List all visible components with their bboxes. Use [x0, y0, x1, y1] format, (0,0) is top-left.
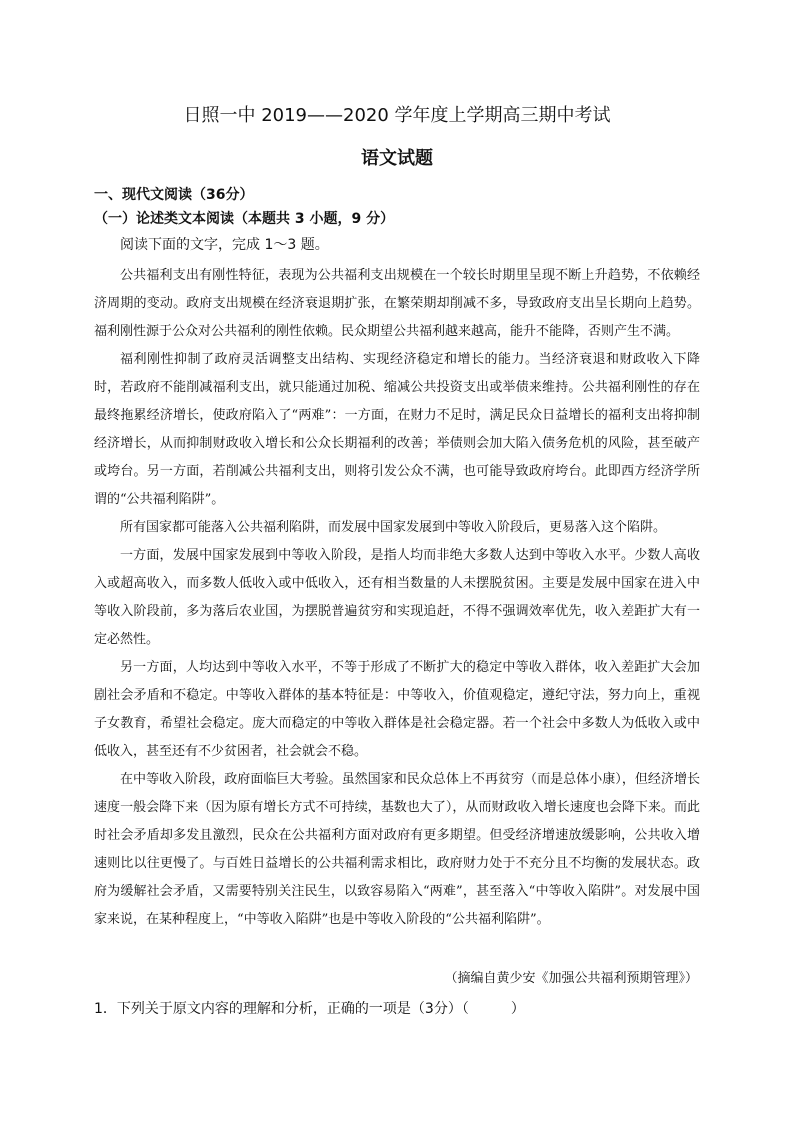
article-paragraph: 在中等收入阶段，政府面临巨大考验。虽然国家和民众总体上不再贫穷（而是总体小康），但经济增长速度一般会降下来（因为原有增长方式不可持续，基数也大了），从而财政收入增长速度也会降下来。而此时社会矛盾却多发且激烈，民众在公共福利方面对政府有更多期望。但受经济增速放缓影响，公共收入增速则比以往更慢了。与百姓日益增长的公共福利需求相比，政府财力处于不充分且不均衡的发展状态。政府为缓解社会矛盾，又需要特别关注民生，以致容易陷入“两难”，甚至落入“中等收入陷阱”。对发展中国家来说，在某种程度上，“中等收入陷阱”也是中等收入阶段的“公共福利陷阱”。 — [94, 772, 700, 927]
section-heading: 一、现代文阅读（36分） — [94, 187, 254, 203]
article-paragraph: 福利刚性抑制了政府灵活调整支出结构、实现经济稳定和增长的能力。当经济衰退和财政收入下降时，若政府不能削减福利支出，就只能通过加税、缩减公共投资支出或举债来维持。公共福利刚性的存在最终拖累经济增长，使政府陷入了“两难”：一方面，在财力不足时，满足民众日益增长的福利支出将抑制经济增长，从而抑制财政收入增长和公众长期福利的改善；举债则会加大陷入债务危机的风险，甚至破产或垮台。另一方面，若削减公共福利支出，则将引发公众不满，也可能导致政府垮台。此即西方经济学所谓的“公共福利陷阱”。 — [94, 352, 700, 507]
reading-instruction: 阅读下面的文字，完成 1～3 题。 — [120, 237, 329, 253]
subsection-heading: （一）论述类文本阅读（本题共 3 小题，9 分） — [94, 211, 395, 227]
article-paragraph: 公共福利支出有刚性特征，表现为公共福利支出规模在一个较长时期里呈现不断上升趋势，不依赖经济周期的变动。政府支出规模在经济衰退期扩张，在繁荣期却削减不多，导致政府支出呈长期向上趋势。福利刚性源于公众对公共福利的刚性依赖。民众期望公共福利越来越高，能升不能降，否则产生不满。 — [94, 268, 700, 339]
article-paragraph: 一方面，发展中国家发展到中等收入阶段，是指人均而非绝大多数人达到中等收入水平。少数人高收入或超高收入，而多数人低收入或中低收入，还有相当数量的人未摆脱贫困。主要是发展中国家在进入中等收入阶段前，多为落后农业国，为摆脱普遍贫穷和实现追赶，不得不强调效率优先，收入差距扩大有一定必然性。 — [94, 548, 700, 647]
article-source: （摘编自黄少安《加强公共福利预期管理》） — [444, 971, 698, 986]
exam-title: 日照一中 2019——2020 学年度上学期高三期中考试 — [183, 105, 611, 126]
exam-subtitle: 语文试题 — [361, 148, 433, 169]
article-paragraph: 另一方面，人均达到中等收入水平，不等于形成了不断扩大的稳定中等收入群体，收入差距扩大会加剧社会矛盾和不稳定。中等收入群体的基本特征是：中等收入，价值观稳定，遵纪守法，努力向上，重视子女教育，希望社会稳定。庞大而稳定的中等收入群体是社会稳定器。若一个社会中多数人为低收入或中低收入，甚至还有不少贫困者，社会就会不稳。 — [94, 660, 700, 759]
question-1: 1．下列关于原文内容的理解和分析，正确的一项是（3分）（ ） — [94, 1001, 525, 1017]
article-paragraph: 所有国家都可能落入公共福利陷阱，而发展中国家发展到中等收入阶段后，更易落入这个陷阱。 — [120, 520, 667, 535]
article-body — [94, 262, 700, 934]
